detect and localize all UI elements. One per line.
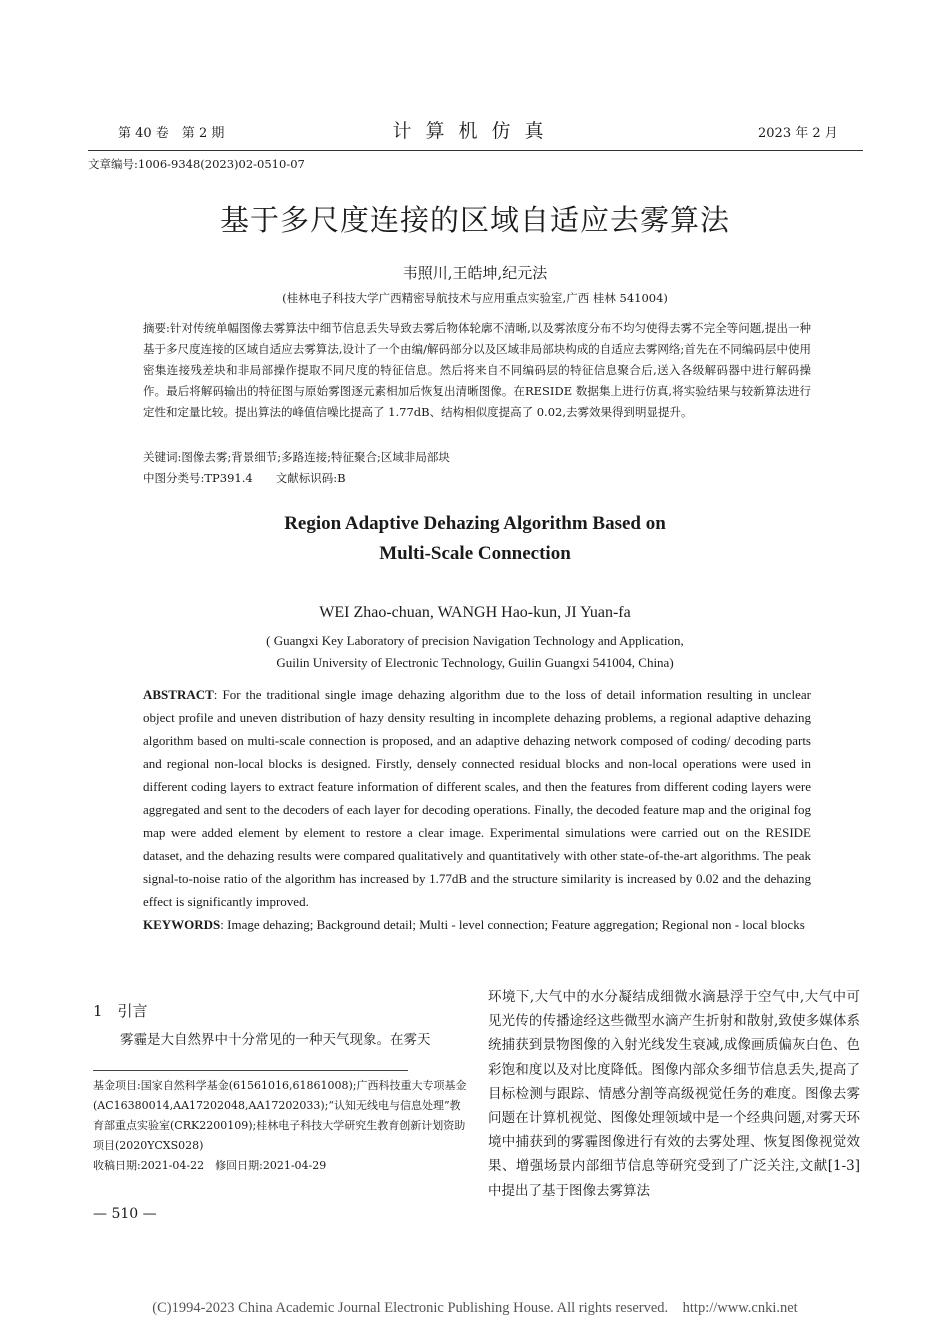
keywords-en bbox=[143, 913, 811, 936]
title-en-line1: Region Adaptive Dehazing Algorithm Based on bbox=[284, 513, 666, 534]
received-dates: 收稿日期:2021-04-22 修回日期:2021-04-29 bbox=[93, 1159, 327, 1172]
affiliation-cn: (桂林电子科技大学广西精密导航技术与应用重点实验室,广西 桂林 541004) bbox=[282, 291, 668, 305]
footnote bbox=[93, 1076, 468, 1176]
keywords-en-text: : Image dehazing; Background detail; Multi - level connection; Feature aggregation; Regional non - local blocks bbox=[220, 917, 805, 932]
article-number: 文章编号:1006-9348(2023)02-0510-07 bbox=[88, 157, 305, 171]
keywords-cn: 关键词:图像去雾;背景细节;多路连接;特征聚合;区域非局部块 bbox=[143, 450, 450, 464]
footnote-divider bbox=[93, 1070, 408, 1071]
title-cn: 基于多尺度连接的区域自适应去雾算法 bbox=[219, 203, 730, 237]
classification-cn: 中图分类号:TP391.4 文献标识码:B bbox=[143, 471, 346, 485]
section-heading: 1 引言 bbox=[93, 1002, 148, 1020]
abstract-en-label: ABSTRACT bbox=[143, 687, 214, 702]
abstract-cn: 摘要:针对传统单幅图像去雾算法中细节信息丢失导致去雾后物体轮廓不清晰,以及雾浓度分布不均匀使得去雾不完全等问题,提出一种基于多尺度连接的区域自适应去雾算法,设计了一个由编/解码部分以及区域非局部块构成的自适应去雾网络;首先在不同编码层中使用密集连接残差块和非局部操作提取不同尺度的特征信息。然后将来自不同编码层的特征信息聚合后,送入各级解码器中进行解码操作。最后将解码输出的特征图与原始雾图逐元素相加后恢复出清晰图像。在RESIDE 数据集上进行仿真,将实验结果与较新算法进行定性和定量比较。提出算法的峰值信噪比提高了 1.77dB、结构相似度提高了 0.02,去雾效果得到明显提升。 bbox=[143, 321, 811, 419]
left-column-body: 雾霾是大自然界中十分常见的一种天气现象。在雾天 bbox=[120, 1032, 431, 1048]
title-en bbox=[0, 509, 950, 569]
copyright-footer: (C)1994-2023 China Academic Journal Electronic Publishing House. All rights reserved. http://www.cnki.net bbox=[152, 1300, 798, 1316]
title-en-line2: Multi-Scale Connection bbox=[379, 543, 571, 564]
header-divider bbox=[88, 150, 863, 151]
right-column-body: 环境下,大气中的水分凝结成细微水滴悬浮于空气中,大气中可见光传的传播途经这些微型水滴产生折射和散射,致使多媒体系统捕获到景物图像的入射光线发生衰减,成像画质偏灰白色、色彩饱和度以及对比度降低。图像内部众多细节信息丢失,提高了目标检测与跟踪、情感分割等高级视觉任务的难度。图像去雾问题在计算机视觉、图像处理领域中是一个经典问题,对雾天环境中捕获到的雾霾图像进行有效的去雾处理、恢复图像视觉效果、增强场景内部细节信息等研究受到了广泛关注,文献[1-3]中提出了基于图像去雾算法 bbox=[488, 989, 860, 1199]
authors-cn: 韦照川,王皓坤,纪元法 bbox=[402, 264, 548, 282]
page-number: — 510 — bbox=[93, 1206, 157, 1222]
issue-date: 2023 年 2 月 bbox=[758, 126, 838, 141]
authors-en: WEI Zhao-chuan, WANGH Hao-kun, JI Yuan-fa bbox=[319, 604, 631, 621]
volume-issue: 第 40 卷 第 2 期 bbox=[118, 126, 225, 141]
abstract-en bbox=[143, 683, 811, 913]
affiliation-en-line1: ( Guangxi Key Laboratory of precision Navigation Technology and Application, bbox=[266, 633, 684, 648]
funding-note: 基金项目:国家自然科学基金(61561016,61861008);广西科技重大专项基金(AC16380014,AA17202048,AA17202033);“认知无线电与信息处理”教育部重点实验室(CRK2200109);桂林电子科技大学研究生教育创新计划资助项目(2020YCXS028) bbox=[93, 1079, 467, 1152]
affiliation-en-line2: Guilin University of Electronic Technology, Guilin Guangxi 541004, China) bbox=[276, 655, 674, 670]
abstract-en-text: : For the traditional single image dehazing algorithm due to the loss of detail information resulting in unclear object profile and uneven distribution of hazy density resulting in incomplete dehazing problems, a regional adaptive dehazing algorithm based on multi-scale connection is proposed, and an adaptive dehazing network composed of coding/ decoding parts and regional non-local blocks is designed. Firstly, densely connected residual blocks and non-local operations were used in different coding layers to extract feature information of different scales, and then the features from different coding layers were aggregated and sent to the decoders of each layer for decoding operations. Finally, the decoded feature map and the original fog map were added element by element to restore a clear image. Experimental simulations were carried out on the RESIDE dataset, and the dehazing results were compared qualitatively and quantitatively with other state-of-the-art algorithms. The peak signal-to-noise ratio of the algorithm has increased by 1.77dB and the structure similarity is increased by 0.02 and the dehazing effect is significantly improved. bbox=[143, 687, 811, 909]
keywords-en-label: KEYWORDS bbox=[143, 917, 221, 932]
affiliation-en bbox=[0, 630, 950, 674]
journal-title: 计算机仿真 bbox=[392, 120, 558, 142]
